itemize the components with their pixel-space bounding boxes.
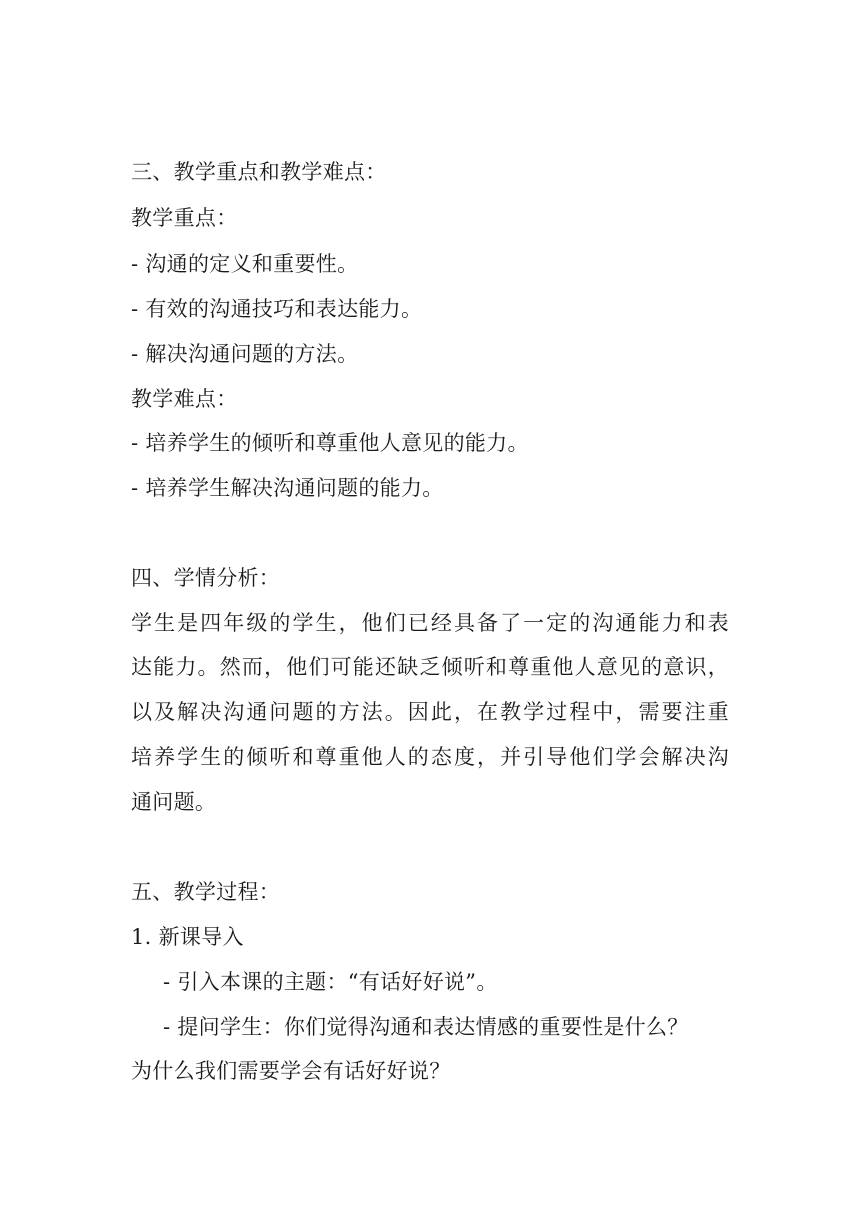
step1-title: 1. 新课导入 xyxy=(131,925,244,949)
section4-heading: 四、学情分析： xyxy=(131,566,281,590)
difficulty-item: - 培养学生的倾听和尊重他人意见的能力。 xyxy=(131,431,529,455)
paragraph-line: 学生是四年级的学生，他们已经具备了一定的沟通能力和表 xyxy=(131,611,729,635)
step1-item: - 引入本课的主题：“有话好好说”。 xyxy=(163,970,498,994)
paragraph-line: 以及解决沟通问题的方法。因此，在教学过程中，需要注重 xyxy=(131,700,729,724)
difficulties-label: 教学难点： xyxy=(131,387,238,411)
key-point-item: - 有效的沟通技巧和表达能力。 xyxy=(131,297,423,321)
section3-heading: 三、教学重点和教学难点： xyxy=(131,160,387,184)
paragraph-line: 培养学生的倾听和尊重他人的态度，并引导他们学会解决沟 xyxy=(131,745,729,769)
step1-item: - 提问学生：你们觉得沟通和表达情感的重要性是什么？ xyxy=(163,1015,689,1039)
section5-heading: 五、教学过程： xyxy=(131,880,281,904)
key-point-item: - 沟通的定义和重要性。 xyxy=(131,252,359,276)
difficulty-item: - 培养学生解决沟通问题的能力。 xyxy=(131,476,444,500)
paragraph-line: 达能力。然而，他们可能还缺乏倾听和尊重他人意见的意识， xyxy=(131,655,729,679)
key-points-label: 教学重点： xyxy=(131,206,238,230)
paragraph-line: 通问题。 xyxy=(131,790,217,814)
key-point-item: - 解决沟通问题的方法。 xyxy=(131,342,359,366)
step1-continuation: 为什么我们需要学会有话好好说？ xyxy=(131,1059,451,1083)
